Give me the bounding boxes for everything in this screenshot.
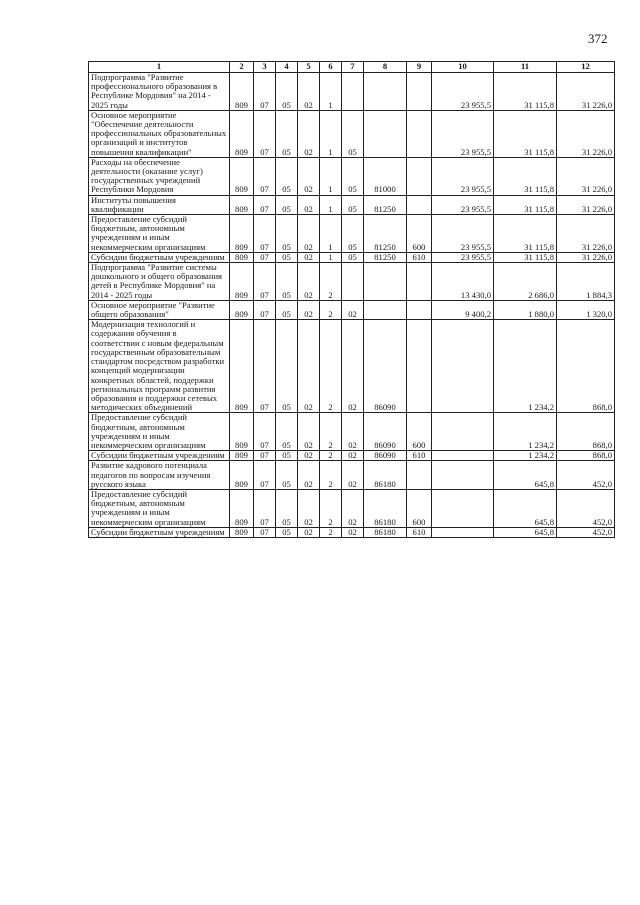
cell-c2: 809 bbox=[230, 195, 254, 214]
cell-c5: 02 bbox=[298, 252, 320, 262]
cell-c2: 809 bbox=[230, 157, 254, 195]
cell-c10 bbox=[432, 413, 494, 451]
column-header: 11 bbox=[494, 62, 557, 73]
table-row bbox=[89, 320, 615, 413]
column-header: 3 bbox=[254, 62, 276, 73]
row-name-cell: Расходы на обеспечение деятельности (оказание услуг) государственных учреждений Республики Мордовия bbox=[89, 157, 230, 195]
cell-c9 bbox=[407, 263, 432, 301]
cell-c9 bbox=[407, 300, 432, 319]
cell-c8: 86180 bbox=[364, 461, 407, 490]
cell-c6: 1 bbox=[320, 157, 342, 195]
cell-c3: 07 bbox=[254, 263, 276, 301]
cell-c12: 868,0 bbox=[557, 320, 615, 413]
cell-c11: 31 115,8 bbox=[494, 215, 557, 253]
cell-c2: 809 bbox=[230, 252, 254, 262]
cell-c12: 31 226,0 bbox=[557, 215, 615, 253]
cell-c11: 31 115,8 bbox=[494, 110, 557, 157]
cell-c7: 05 bbox=[342, 252, 364, 262]
column-header: 1 bbox=[89, 62, 230, 73]
row-name-cell: Предоставление субсидий бюджетным, автономным учреждениям и иным некоммерческим организациям bbox=[89, 489, 230, 527]
cell-c5: 02 bbox=[298, 527, 320, 537]
column-header: 12 bbox=[557, 62, 615, 73]
cell-c9 bbox=[407, 195, 432, 214]
cell-c4: 05 bbox=[276, 527, 298, 537]
cell-c7: 05 bbox=[342, 215, 364, 253]
cell-c12: 31 226,0 bbox=[557, 110, 615, 157]
row-name-cell: Институты повышения квалификации bbox=[89, 195, 230, 214]
row-name-cell: Развитие кадрового потенциала педагогов по вопросам изучения русского языка bbox=[89, 461, 230, 490]
cell-c5: 02 bbox=[298, 413, 320, 451]
cell-c8 bbox=[364, 263, 407, 301]
cell-c2: 809 bbox=[230, 263, 254, 301]
cell-c9: 610 bbox=[407, 252, 432, 262]
cell-c6: 2 bbox=[320, 263, 342, 301]
cell-c9: 600 bbox=[407, 489, 432, 527]
column-header: 8 bbox=[364, 62, 407, 73]
cell-c4: 05 bbox=[276, 451, 298, 461]
cell-c12: 452,0 bbox=[557, 527, 615, 537]
cell-c2: 809 bbox=[230, 461, 254, 490]
table-row bbox=[89, 451, 615, 461]
cell-c7: 02 bbox=[342, 413, 364, 451]
row-name-cell: Подпрограмма "Развитие системы дошкольного и общего образования детей в Республике Мордовия" на 2014 - 2025 годы bbox=[89, 263, 230, 301]
cell-c10: 23 955,5 bbox=[432, 215, 494, 253]
cell-c8: 86180 bbox=[364, 489, 407, 527]
table-row bbox=[89, 461, 615, 490]
row-name-cell: Основное мероприятие "Развитие общего образования" bbox=[89, 300, 230, 319]
row-name-cell: Субсидии бюджетным учреждениям bbox=[89, 451, 230, 461]
cell-c12: 31 226,0 bbox=[557, 252, 615, 262]
cell-c10: 9 400,2 bbox=[432, 300, 494, 319]
cell-c3: 07 bbox=[254, 320, 276, 413]
cell-c5: 02 bbox=[298, 489, 320, 527]
cell-c3: 07 bbox=[254, 413, 276, 451]
cell-c10: 13 430,0 bbox=[432, 263, 494, 301]
cell-c5: 02 bbox=[298, 300, 320, 319]
cell-c9 bbox=[407, 110, 432, 157]
cell-c3: 07 bbox=[254, 489, 276, 527]
cell-c7: 05 bbox=[342, 110, 364, 157]
cell-c11: 31 115,8 bbox=[494, 252, 557, 262]
cell-c4: 05 bbox=[276, 320, 298, 413]
cell-c4: 05 bbox=[276, 300, 298, 319]
table-row bbox=[89, 300, 615, 319]
cell-c12: 1 320,0 bbox=[557, 300, 615, 319]
cell-c8 bbox=[364, 300, 407, 319]
cell-c8 bbox=[364, 110, 407, 157]
cell-c6: 2 bbox=[320, 413, 342, 451]
cell-c10: 23 955,5 bbox=[432, 252, 494, 262]
cell-c3: 07 bbox=[254, 195, 276, 214]
column-header: 9 bbox=[407, 62, 432, 73]
cell-c9: 600 bbox=[407, 215, 432, 253]
row-name-cell: Модернизация технологий и содержания обучения в соответствии с новым федеральным государственным образовательным стандартом посредством разработки концепций модернизации конкретных областей, поддержки региональных программ развития образования и поддержки сетевых методических объединений bbox=[89, 320, 230, 413]
cell-c7: 05 bbox=[342, 195, 364, 214]
row-name-cell: Подпрограмма "Развитие профессионального образования в Республике Мордовия" на 2014 - 2025 годы bbox=[89, 73, 230, 111]
cell-c5: 02 bbox=[298, 110, 320, 157]
cell-c8: 81250 bbox=[364, 195, 407, 214]
table-row bbox=[89, 252, 615, 262]
row-name-cell: Субсидии бюджетным учреждениям bbox=[89, 252, 230, 262]
cell-c7 bbox=[342, 73, 364, 111]
table-row bbox=[89, 157, 615, 195]
cell-c5: 02 bbox=[298, 263, 320, 301]
column-header: 2 bbox=[230, 62, 254, 73]
cell-c6: 2 bbox=[320, 489, 342, 527]
cell-c10 bbox=[432, 320, 494, 413]
cell-c2: 809 bbox=[230, 73, 254, 111]
cell-c6: 2 bbox=[320, 451, 342, 461]
cell-c9: 610 bbox=[407, 527, 432, 537]
cell-c11: 31 115,8 bbox=[494, 73, 557, 111]
row-name-cell: Предоставление субсидий бюджетным, автономным учреждениям и иным некоммерческим организациям bbox=[89, 215, 230, 253]
cell-c9: 610 bbox=[407, 451, 432, 461]
cell-c4: 05 bbox=[276, 215, 298, 253]
cell-c7: 02 bbox=[342, 461, 364, 490]
cell-c2: 809 bbox=[230, 413, 254, 451]
cell-c12: 452,0 bbox=[557, 489, 615, 527]
cell-c6: 2 bbox=[320, 300, 342, 319]
cell-c4: 05 bbox=[276, 73, 298, 111]
row-name-cell: Субсидии бюджетным учреждениям bbox=[89, 527, 230, 537]
cell-c12: 31 226,0 bbox=[557, 157, 615, 195]
cell-c3: 07 bbox=[254, 73, 276, 111]
table-row bbox=[89, 489, 615, 527]
cell-c5: 02 bbox=[298, 73, 320, 111]
cell-c11: 645,8 bbox=[494, 527, 557, 537]
cell-c11: 2 686,0 bbox=[494, 263, 557, 301]
cell-c6: 1 bbox=[320, 215, 342, 253]
cell-c6: 1 bbox=[320, 252, 342, 262]
cell-c2: 809 bbox=[230, 527, 254, 537]
cell-c11: 1 234,2 bbox=[494, 451, 557, 461]
cell-c2: 809 bbox=[230, 110, 254, 157]
cell-c10: 23 955,5 bbox=[432, 195, 494, 214]
cell-c4: 05 bbox=[276, 263, 298, 301]
cell-c11: 1 234,2 bbox=[494, 320, 557, 413]
cell-c9 bbox=[407, 320, 432, 413]
table-row bbox=[89, 413, 615, 451]
cell-c7 bbox=[342, 263, 364, 301]
cell-c12: 452,0 bbox=[557, 461, 615, 490]
column-header: 4 bbox=[276, 62, 298, 73]
cell-c3: 07 bbox=[254, 451, 276, 461]
cell-c6: 1 bbox=[320, 195, 342, 214]
cell-c10: 23 955,5 bbox=[432, 110, 494, 157]
table-row bbox=[89, 527, 615, 537]
cell-c4: 05 bbox=[276, 252, 298, 262]
cell-c3: 07 bbox=[254, 215, 276, 253]
cell-c9 bbox=[407, 73, 432, 111]
cell-c4: 05 bbox=[276, 413, 298, 451]
cell-c7: 02 bbox=[342, 489, 364, 527]
cell-c5: 02 bbox=[298, 461, 320, 490]
cell-c10: 23 955,5 bbox=[432, 157, 494, 195]
column-header: 10 bbox=[432, 62, 494, 73]
cell-c10 bbox=[432, 489, 494, 527]
cell-c7: 02 bbox=[342, 527, 364, 537]
cell-c11: 645,8 bbox=[494, 489, 557, 527]
table-row bbox=[89, 263, 615, 301]
cell-c6: 2 bbox=[320, 320, 342, 413]
cell-c7: 02 bbox=[342, 320, 364, 413]
page-number: 372 bbox=[588, 31, 608, 46]
cell-c5: 02 bbox=[298, 451, 320, 461]
cell-c3: 07 bbox=[254, 527, 276, 537]
row-name-cell: Предоставление субсидий бюджетным, автономным учреждениям и иным некоммерческим организациям bbox=[89, 413, 230, 451]
row-name-cell: Основное мероприятие "Обеспечение деятельности профессиональных образовательных организаций и институтов повышения квалификации" bbox=[89, 110, 230, 157]
cell-c8: 86090 bbox=[364, 451, 407, 461]
cell-c5: 02 bbox=[298, 157, 320, 195]
table-row bbox=[89, 215, 615, 253]
column-header: 6 bbox=[320, 62, 342, 73]
cell-c9: 600 bbox=[407, 413, 432, 451]
cell-c12: 868,0 bbox=[557, 413, 615, 451]
cell-c7: 02 bbox=[342, 300, 364, 319]
cell-c8: 81000 bbox=[364, 157, 407, 195]
cell-c2: 809 bbox=[230, 489, 254, 527]
cell-c4: 05 bbox=[276, 195, 298, 214]
cell-c7: 05 bbox=[342, 157, 364, 195]
table-row bbox=[89, 110, 615, 157]
cell-c10: 23 955,5 bbox=[432, 73, 494, 111]
cell-c2: 809 bbox=[230, 451, 254, 461]
cell-c10 bbox=[432, 527, 494, 537]
budget-table bbox=[88, 61, 615, 538]
cell-c7: 02 bbox=[342, 451, 364, 461]
cell-c11: 1 234,2 bbox=[494, 413, 557, 451]
column-header: 5 bbox=[298, 62, 320, 73]
cell-c3: 07 bbox=[254, 300, 276, 319]
cell-c11: 31 115,8 bbox=[494, 157, 557, 195]
cell-c8 bbox=[364, 73, 407, 111]
cell-c8: 86090 bbox=[364, 413, 407, 451]
header-row bbox=[89, 62, 615, 73]
cell-c3: 07 bbox=[254, 110, 276, 157]
cell-c8: 86090 bbox=[364, 320, 407, 413]
cell-c8: 86180 bbox=[364, 527, 407, 537]
table-row bbox=[89, 195, 615, 214]
cell-c8: 81250 bbox=[364, 215, 407, 253]
cell-c12: 31 226,0 bbox=[557, 195, 615, 214]
cell-c4: 05 bbox=[276, 110, 298, 157]
cell-c4: 05 bbox=[276, 157, 298, 195]
cell-c3: 07 bbox=[254, 461, 276, 490]
cell-c5: 02 bbox=[298, 215, 320, 253]
column-header: 7 bbox=[342, 62, 364, 73]
cell-c6: 1 bbox=[320, 73, 342, 111]
cell-c12: 868,0 bbox=[557, 451, 615, 461]
cell-c2: 809 bbox=[230, 320, 254, 413]
cell-c5: 02 bbox=[298, 195, 320, 214]
cell-c6: 2 bbox=[320, 527, 342, 537]
cell-c8: 81250 bbox=[364, 252, 407, 262]
cell-c9 bbox=[407, 461, 432, 490]
cell-c2: 809 bbox=[230, 300, 254, 319]
cell-c4: 05 bbox=[276, 489, 298, 527]
cell-c10 bbox=[432, 451, 494, 461]
cell-c5: 02 bbox=[298, 320, 320, 413]
table-row bbox=[89, 73, 615, 111]
cell-c3: 07 bbox=[254, 252, 276, 262]
cell-c11: 31 115,8 bbox=[494, 195, 557, 214]
cell-c6: 1 bbox=[320, 110, 342, 157]
cell-c2: 809 bbox=[230, 215, 254, 253]
cell-c4: 05 bbox=[276, 461, 298, 490]
cell-c12: 1 884,3 bbox=[557, 263, 615, 301]
cell-c12: 31 226,0 bbox=[557, 73, 615, 111]
cell-c11: 645,8 bbox=[494, 461, 557, 490]
cell-c6: 2 bbox=[320, 461, 342, 490]
cell-c10 bbox=[432, 461, 494, 490]
cell-c9 bbox=[407, 157, 432, 195]
cell-c11: 1 880,0 bbox=[494, 300, 557, 319]
cell-c3: 07 bbox=[254, 157, 276, 195]
